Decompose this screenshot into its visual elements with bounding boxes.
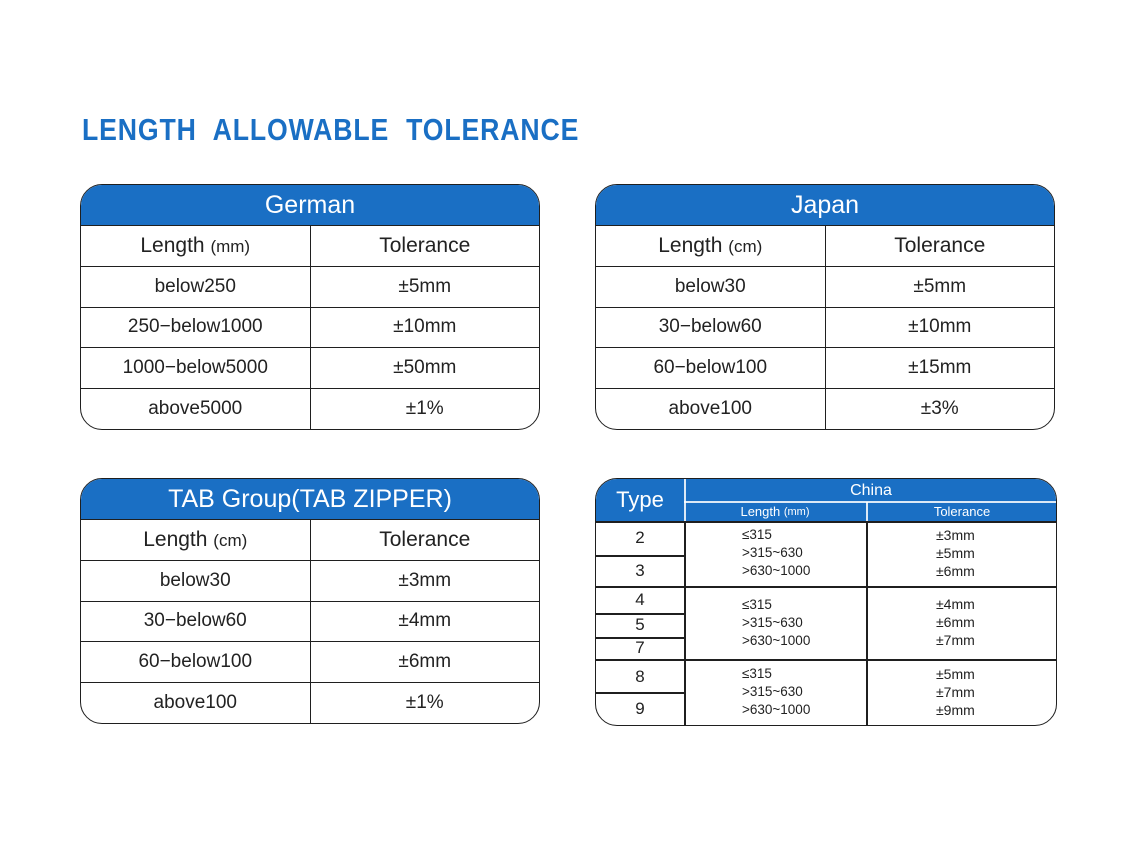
length-cell: 30−below60: [596, 307, 825, 348]
german-title: German: [81, 185, 539, 226]
length-cell: above5000: [81, 388, 310, 429]
type-cell: 5: [635, 615, 645, 634]
grid-line: [596, 659, 1057, 661]
table-row: [81, 601, 539, 642]
tolerance-cell: ±3mm: [310, 561, 539, 602]
table-row: [81, 682, 539, 723]
type-cell: 2: [635, 528, 645, 547]
tolerance-column-header: Tolerance: [825, 226, 1054, 267]
table-header-row: [81, 520, 539, 561]
tolerance-column-header: Tolerance: [866, 502, 1057, 521]
type-cell: 8: [635, 667, 645, 686]
table-header-row: [596, 226, 1054, 267]
table-row: [596, 267, 1054, 308]
length-column-header: Length (cm): [596, 226, 825, 267]
table-row: [596, 307, 1054, 348]
length-column-header: Length (cm): [81, 520, 310, 561]
type-cell: 4: [635, 590, 645, 609]
tolerance-cell: ±3%: [920, 397, 959, 419]
tolerance-cell: ±1%: [405, 691, 444, 713]
tolerance-cell: ±1%: [405, 397, 444, 419]
length-cell: below30: [596, 267, 825, 308]
tab-group-tolerance-table: [80, 478, 540, 724]
type-column-header: Type: [596, 479, 684, 521]
tolerance-cell: ±4mm: [310, 601, 539, 642]
type-cell: 9: [635, 699, 645, 718]
japan-title: Japan: [596, 185, 1054, 226]
length-cell: 1000−below5000: [81, 348, 310, 389]
length-column-header: Length (mm): [81, 226, 310, 267]
grid-line: [596, 692, 684, 694]
tolerance-cell: ±10mm: [825, 307, 1054, 348]
table-row: [81, 307, 539, 348]
tolerance-cell: ±5mm: [825, 267, 1054, 308]
german-table: [81, 226, 539, 429]
table-row: [81, 348, 539, 389]
grid-line: [596, 521, 1057, 523]
tolerance-cell: ±15mm: [825, 348, 1054, 389]
length-cell: 60−below100: [596, 348, 825, 389]
tolerance-cell: ±5mm: [310, 267, 539, 308]
length-cell: above100: [81, 682, 310, 723]
japan-tolerance-table: [595, 184, 1055, 430]
table-row: [596, 388, 1054, 429]
grid-line: [684, 521, 686, 726]
type-cell: 7: [635, 638, 645, 657]
tolerance-cell: ±6mm: [310, 642, 539, 683]
length-cell: 250−below1000: [81, 307, 310, 348]
japan-table: [596, 226, 1054, 429]
type-cell: 3: [635, 561, 645, 580]
length-cell: ≤315 >315~630 >630~1000: [742, 597, 811, 648]
length-cell: above100: [596, 388, 825, 429]
grid-line: [866, 521, 868, 726]
tolerance-cell: ±4mm ±6mm ±7mm: [936, 596, 975, 648]
length-cell: below250: [81, 267, 310, 308]
tab-group-table: [81, 520, 539, 723]
china-tolerance-table: [595, 478, 1057, 726]
tolerance-cell: ±3mm ±5mm ±6mm: [936, 527, 975, 579]
length-column-header: Length (mm): [684, 502, 866, 521]
grid-line: [596, 555, 684, 557]
header-divider: [684, 501, 1057, 503]
tolerance-cell: ±5mm ±7mm ±9mm: [936, 666, 975, 718]
german-tolerance-table: [80, 184, 540, 430]
header-divider: [684, 479, 686, 521]
length-cell: 60−below100: [81, 642, 310, 683]
table-header-row: [81, 226, 539, 267]
length-cell: ≤315 >315~630 >630~1000: [742, 527, 811, 578]
table-row: [81, 388, 539, 429]
tolerance-column-header: Tolerance: [310, 226, 539, 267]
length-cell: 30−below60: [81, 601, 310, 642]
header-divider: [866, 502, 868, 521]
length-cell: ≤315 >315~630 >630~1000: [742, 666, 811, 717]
tolerance-cell: ±50mm: [310, 348, 539, 389]
grid-line: [596, 586, 1057, 588]
tolerance-cell: ±10mm: [310, 307, 539, 348]
page-title: LENGTH ALLOWABLE TOLERANCE: [82, 112, 580, 147]
tab-group-title: TAB Group(TAB ZIPPER): [81, 479, 539, 520]
table-row: [596, 348, 1054, 389]
table-row: [81, 267, 539, 308]
table-row: [81, 642, 539, 683]
china-title: China: [684, 479, 1057, 502]
length-cell: below30: [81, 561, 310, 602]
table-row: [81, 561, 539, 602]
tolerance-column-header: Tolerance: [310, 520, 539, 561]
